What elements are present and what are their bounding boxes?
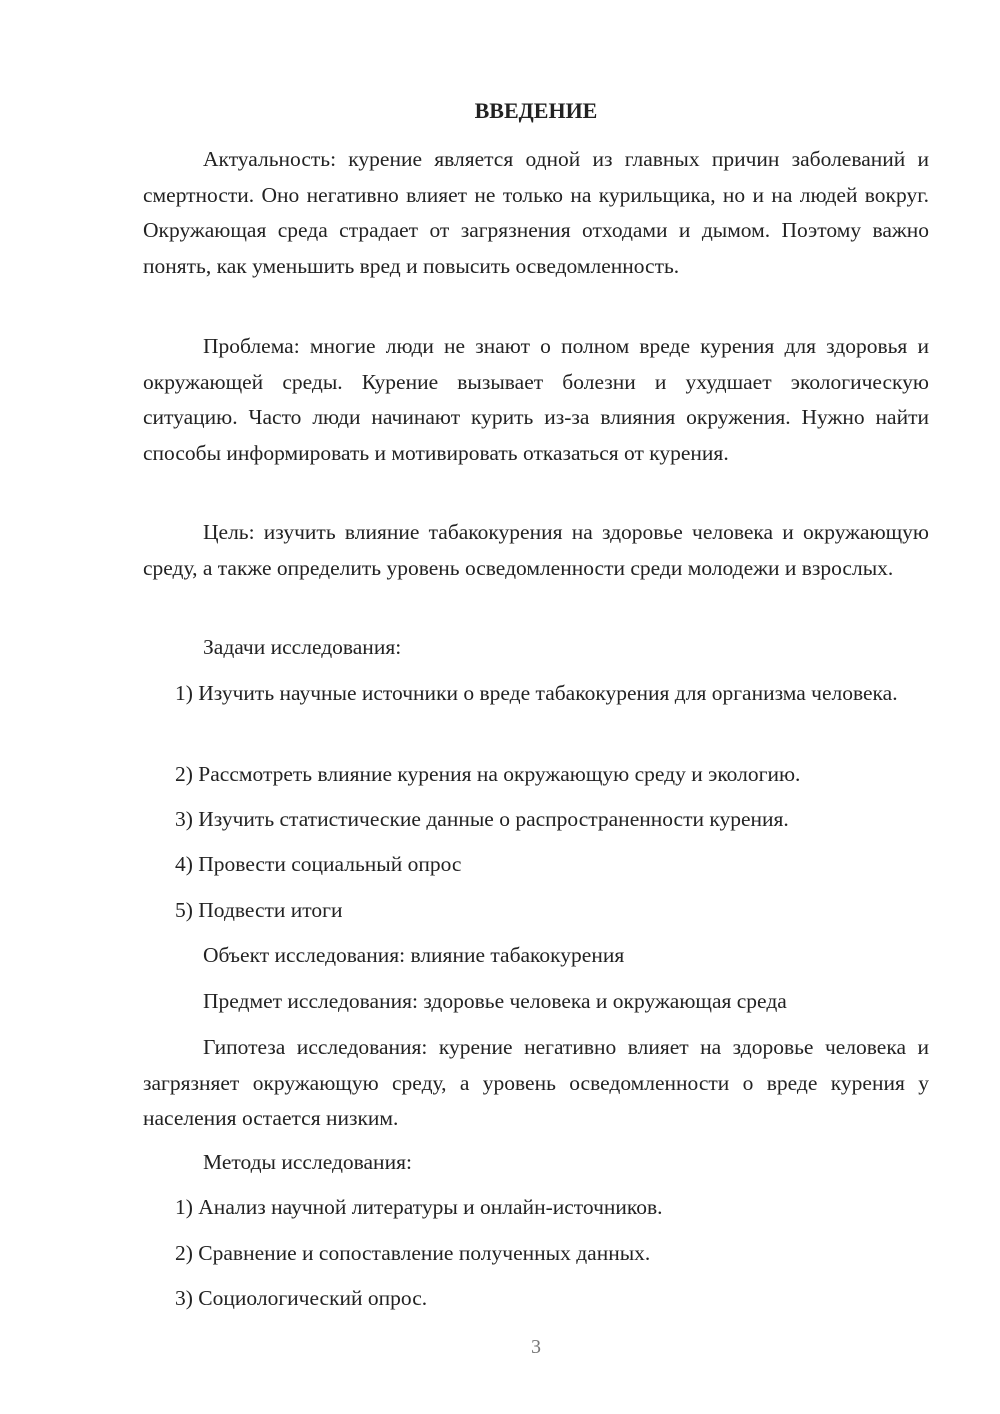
task-item-3: 3) Изучить статистические данные о распространенности курения. <box>175 807 789 831</box>
task-item-2: 2) Рассмотреть влияние курения на окружающую среду и экологию. <box>175 762 801 786</box>
subject-line: Предмет исследования: здоровье человека и окружающая среда <box>203 989 787 1013</box>
page-number: 3 <box>531 1336 541 1358</box>
tasks-heading: Задачи исследования: <box>203 635 402 659</box>
task-item-5: 5) Подвести итоги <box>175 898 343 922</box>
page-title: ВВЕДЕНИЕ <box>474 98 598 123</box>
method-item-2: 2) Сравнение и сопоставление полученных данных. <box>175 1241 651 1265</box>
object-line: Объект исследования: влияние табакокурения <box>203 943 625 967</box>
method-item-1: 1) Анализ научной литературы и онлайн-источников. <box>175 1195 663 1219</box>
relevance-paragraph: Актуальность: курение является одной из главных причин заболеваний и смертности. Оно негативно влияет не только на курильщика, но и на людей вокруг. Окружающая среда страдает от загрязнения отходами и дымом. Поэтому важно понять, как уменьшить вред и повысить осведомленность. <box>143 147 929 278</box>
task-item-4: 4) Провести социальный опрос <box>175 852 462 876</box>
hypothesis-paragraph: Гипотеза исследования: курение негативно влияет на здоровье человека и загрязняет окружающую среду, а уровень осведомленности о вреде курения у населения остается низким. <box>143 1035 929 1130</box>
problem-paragraph: Проблема: многие люди не знают о полном вреде курения для здоровья и окружающей среды. Курение вызывает болезни и ухудшает экологическую ситуацию. Часто люди начинают курить из-за влияния окружения. Нужно найти способы информировать и мотивировать отказаться от курения. <box>143 334 929 465</box>
method-item-3: 3) Социологический опрос. <box>175 1286 428 1310</box>
goal-paragraph: Цель: изучить влияние табакокурения на здоровье человека и окружающую среду, а также определить уровень осведомленности среди молодежи и взрослых. <box>143 520 929 580</box>
task-item-1: 1) Изучить научные источники о вреде табакокурения для организма человека. <box>175 681 898 705</box>
methods-heading: Методы исследования: <box>203 1150 412 1174</box>
